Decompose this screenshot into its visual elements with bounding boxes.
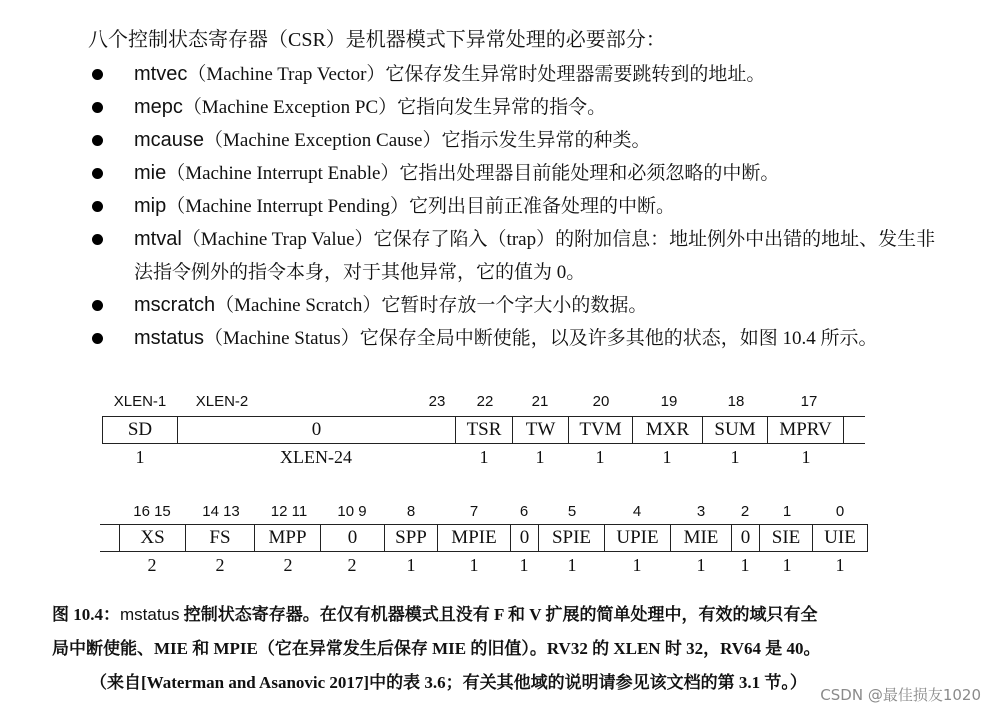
field-tsr: TSR: [455, 416, 513, 444]
field-width: 1: [662, 447, 672, 467]
bit-label: 4: [632, 503, 642, 520]
caption-line1: 控制状态寄存器。在仅有机器模式且没有 F 和 V 扩展的简单处理中，有效的域只有全: [179, 605, 818, 624]
bit-label: 23: [428, 393, 446, 410]
field-upie: UPIE: [604, 524, 671, 552]
bullet-icon: [92, 168, 103, 179]
field-sd: SD: [102, 416, 178, 444]
bit-label: 1: [782, 503, 792, 520]
field-width: 1: [135, 447, 145, 467]
bullet-icon: [92, 135, 103, 146]
list-item: [90, 190, 940, 223]
csr-description: （Machine Scratch）它暂时存放一个字大小的数据。: [215, 295, 648, 316]
bit-label: 10 9: [337, 503, 367, 520]
field-mpp: MPP: [254, 524, 321, 552]
bit-label: 7: [469, 503, 479, 520]
field-spie: SPIE: [538, 524, 605, 552]
csr-term: mie: [134, 162, 167, 184]
field-xs: XS: [119, 524, 186, 552]
csr-term: mscratch: [134, 294, 216, 316]
field-continuation: [100, 524, 120, 552]
list-item: [90, 124, 940, 157]
bit-label: 20: [592, 393, 610, 410]
list-item: [90, 223, 940, 289]
bit-label: 17: [800, 393, 818, 410]
csr-term: mtval: [134, 228, 182, 250]
field-continuation: [843, 416, 865, 444]
field-tw: TW: [512, 416, 569, 444]
field-width: 1: [801, 447, 811, 467]
caption-line2: 局中断使能、MIE 和 MPIE（它在异常发生后保存 MIE 的旧值）。RV32 的 XLEN 时 32，RV64 是 40。: [52, 639, 821, 658]
bit-label: 21: [531, 393, 549, 410]
field-mie: MIE: [670, 524, 732, 552]
csr-description: （Machine Trap Value）它保存了陷入（trap）的附加信息：地址例外中出错的地址、发生非法指令例外的指令本身，对于其他异常，它的值为 0。: [134, 229, 936, 283]
figure-caption: [52, 598, 952, 700]
csr-description: （Machine Exception PC）它指向发生异常的指令。: [182, 97, 607, 118]
field-width: 2: [215, 555, 225, 575]
intro-paragraph: 八个控制状态寄存器（CSR）是机器模式下异常处理的必要部分：: [88, 29, 666, 51]
field-reserved-zero: 0: [731, 524, 760, 552]
field-width: 1: [632, 555, 642, 575]
csr-description: （Machine Status）它保存全局中断使能，以及许多其他的状态，如图 10.4 所示。: [204, 328, 878, 349]
list-item: [90, 322, 940, 355]
field-reserved-zero: 0: [320, 524, 385, 552]
bit-label: XLEN-1: [113, 393, 167, 410]
list-item: [90, 157, 940, 190]
field-width: 2: [347, 555, 357, 575]
bit-label: 18: [727, 393, 745, 410]
bit-label: 14 13: [202, 503, 240, 520]
bit-label: 5: [567, 503, 577, 520]
bit-label: 8: [406, 503, 416, 520]
bit-label: 3: [696, 503, 706, 520]
field-width: 1: [782, 555, 792, 575]
bullet-icon: [92, 300, 103, 311]
csr-term: mepc: [134, 96, 183, 118]
csr-term: mcause: [134, 129, 205, 151]
watermark: CSDN @最佳损友1020: [820, 686, 981, 704]
field-width: 1: [740, 555, 750, 575]
field-width: 1: [595, 447, 605, 467]
field-width: 2: [147, 555, 157, 575]
field-width: XLEN-24: [280, 447, 352, 467]
bullet-icon: [92, 234, 103, 245]
field-width: 1: [479, 447, 489, 467]
csr-term: mip: [134, 195, 167, 217]
csr-term: mtvec: [134, 63, 188, 85]
csr-description: （Machine Interrupt Enable）它指出处理器目前能处理和必须忽略的中断。: [166, 163, 780, 184]
field-reserved-zero: 0: [510, 524, 539, 552]
field-width: 1: [406, 555, 416, 575]
field-width: 1: [469, 555, 479, 575]
bullet-icon: [92, 333, 103, 344]
bullet-icon: [92, 201, 103, 212]
caption-register-name: mstatus: [120, 605, 180, 624]
field-mxr: MXR: [632, 416, 703, 444]
csr-description: （Machine Interrupt Pending）它列出目前正准备处理的中断。: [166, 196, 675, 217]
field-reserved-zero: 0: [177, 416, 456, 444]
bit-label: 19: [660, 393, 678, 410]
csr-description: （Machine Exception Cause）它指示发生异常的种类。: [204, 130, 651, 151]
caption-line3: （来自[Waterman and Asanovic 2017]中的表 3.6；有关其他域的说明请参见该文档的第 3.1 节。）: [90, 673, 807, 692]
bit-label: 0: [835, 503, 845, 520]
csr-bullet-list: [90, 58, 940, 355]
field-width: 1: [519, 555, 529, 575]
field-tvm: TVM: [568, 416, 633, 444]
list-item: [90, 58, 940, 91]
field-width: 1: [696, 555, 706, 575]
bit-label: 16 15: [133, 503, 171, 520]
bit-label: XLEN-2: [195, 393, 249, 410]
bit-label: 6: [519, 503, 529, 520]
bullet-icon: [92, 102, 103, 113]
field-width: 1: [535, 447, 545, 467]
list-item: [90, 289, 940, 322]
field-width: 1: [567, 555, 577, 575]
field-mpie: MPIE: [437, 524, 511, 552]
field-width: 1: [835, 555, 845, 575]
csr-description: （Machine Trap Vector）它保存发生异常时处理器需要跳转到的地址。: [187, 64, 766, 85]
field-mprv: MPRV: [767, 416, 844, 444]
bit-label: 2: [740, 503, 750, 520]
bullet-icon: [92, 69, 103, 80]
bit-label: 12 11: [270, 503, 308, 520]
field-sum: SUM: [702, 416, 768, 444]
field-width: 2: [283, 555, 293, 575]
field-fs: FS: [185, 524, 255, 552]
field-spp: SPP: [384, 524, 438, 552]
bit-label: 22: [476, 393, 494, 410]
caption-label: 图 10.4：: [52, 605, 120, 624]
field-width: 1: [730, 447, 740, 467]
csr-term: mstatus: [134, 327, 205, 349]
field-sie: SIE: [759, 524, 813, 552]
field-uie: UIE: [812, 524, 868, 552]
list-item: [90, 91, 940, 124]
